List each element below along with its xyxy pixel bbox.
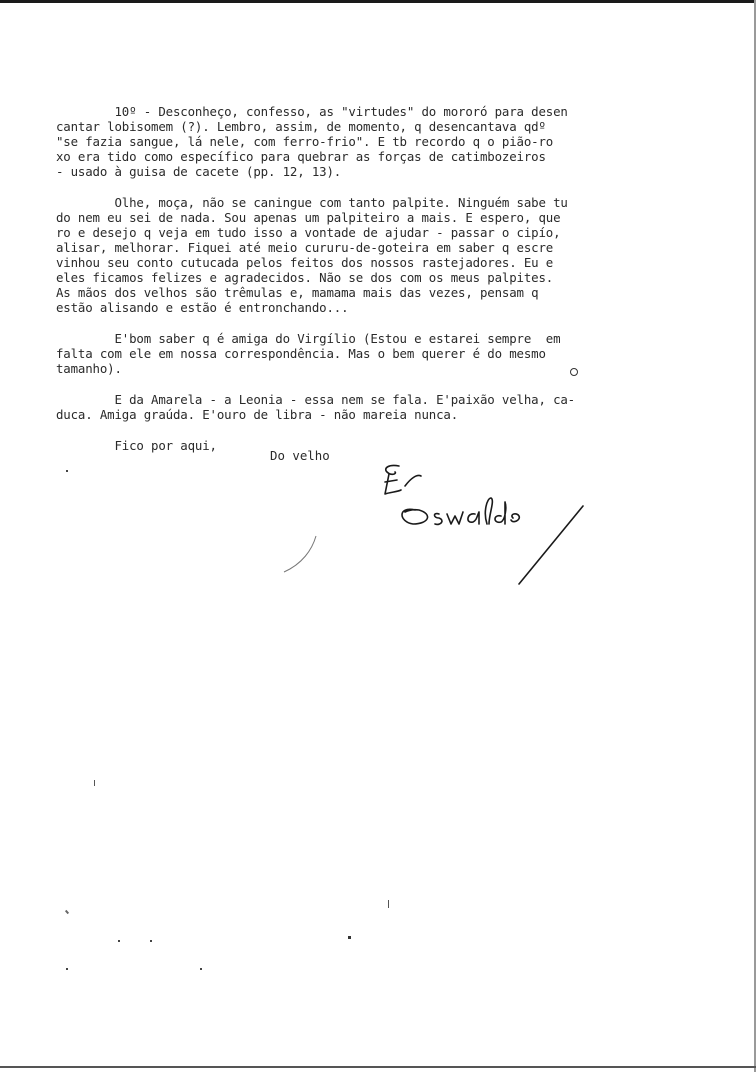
small-circle-mark — [570, 368, 578, 376]
speck — [150, 940, 152, 942]
pen-stroke-mark — [282, 534, 322, 574]
paragraph-closing — [56, 438, 700, 453]
speck — [388, 900, 389, 908]
text-line: do nem eu sei de nada. Sou apenas um palpiteiro a mais. E espero, que — [56, 210, 561, 225]
text-line: "se fazia sangue, lá nele, com ferro-frio". E tb recordo q o pião-ro — [56, 134, 554, 149]
speck — [348, 936, 351, 939]
paragraph-virgilio — [56, 331, 700, 376]
text-line: vinhou seu conto cutucada pelos feitos dos nossos rastejadores. Eu e — [56, 255, 554, 270]
text-line: - usado à guisa de cacete (pp. 12, 13). — [56, 164, 342, 179]
text-line: ro e desejo q veja em tudo isso a vontade de ajudar - passar o cipío, — [56, 225, 561, 240]
handwritten-signature — [375, 462, 595, 592]
text-line: estão alisando e estão é entronchando... — [56, 300, 349, 315]
text-line: E da Amarela - a Leonia - essa nem se fala. E'paixão velha, ca- — [56, 392, 575, 407]
paragraph-mororo — [56, 104, 700, 179]
speck — [65, 910, 69, 914]
text-line: E'bom saber q é amiga do Virgílio (Estou e estarei sempre em — [56, 331, 561, 346]
speck — [66, 968, 68, 970]
letter-body — [56, 104, 700, 469]
speck — [200, 968, 202, 970]
text-line: tamanho). — [56, 361, 122, 376]
text-line: alisar, melhorar. Fiquei até meio cururu-de-goteira em saber q escre — [56, 240, 554, 255]
paragraph-amarela — [56, 392, 700, 422]
text-line: As mãos dos velhos são trêmulas e, mamama mais das vezes, pensam q — [56, 285, 539, 300]
speck — [66, 470, 68, 472]
text-line: falta com ele em nossa correspondência. Mas o bem querer é do mesmo — [56, 346, 546, 361]
text-line: 10º - Desconheço, confesso, as "virtudes" do mororó para desen — [56, 104, 568, 119]
paragraph-palpite — [56, 195, 700, 315]
text-line: Fico por aqui, — [56, 438, 217, 453]
page-edge-bottom — [0, 1066, 756, 1068]
page-edge-top — [0, 0, 756, 3]
text-line: cantar lobisomem (?). Lembro, assim, de momento, q desencantava qdº — [56, 119, 546, 134]
speck — [118, 940, 120, 942]
text-line: Olhe, moça, não se caningue com tanto palpite. Ninguém sabe tu — [56, 195, 568, 210]
sign-off: Do velho — [270, 448, 330, 463]
text-line: duca. Amiga graúda. E'ouro de libra - não mareia nunca. — [56, 407, 459, 422]
text-line: xo era tido como específico para quebrar as forças de catimbozeiros — [56, 149, 546, 164]
speck — [94, 780, 95, 786]
text-line: eles ficamos felizes e agradecidos. Não se dos com os meus palpites. — [56, 270, 554, 285]
